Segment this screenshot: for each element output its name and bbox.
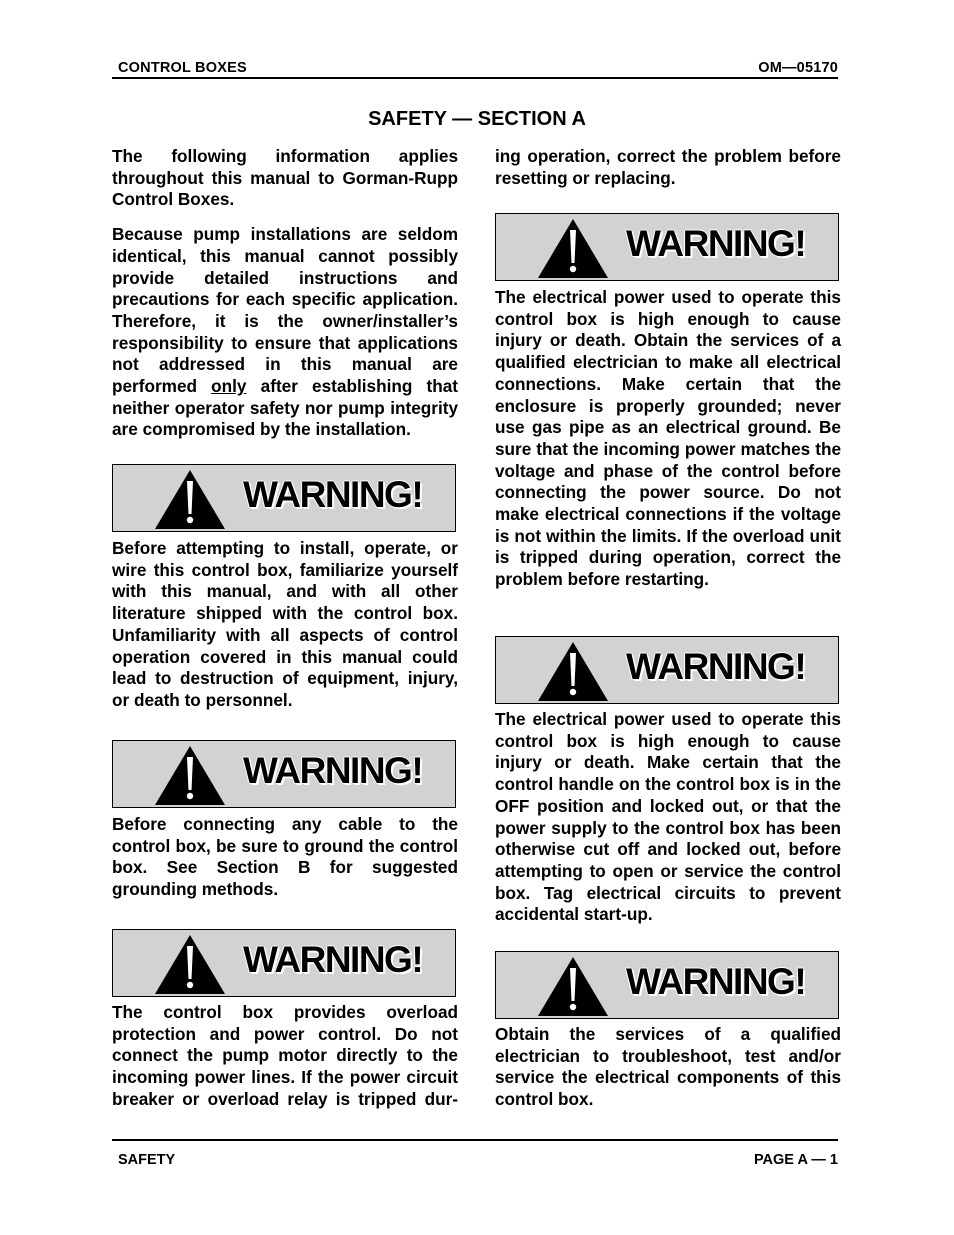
header-doc-title: CONTROL BOXES xyxy=(118,60,247,76)
left-column-intro xyxy=(112,146,458,441)
warning-text-6: Obtain the services of a qualified electrician to troubleshoot, test and/or service the electrical components of this control box. xyxy=(495,1024,841,1110)
warning-box-2 xyxy=(112,740,456,808)
warning-text-2: Before connecting any cable to the control box, be sure to ground the control box. See Section B for suggested grounding methods. xyxy=(112,814,458,900)
intro-paragraph: The following information applies throughout this manual to Gorman-Rupp Control Boxes. xyxy=(112,146,458,210)
running-footer xyxy=(112,1139,838,1171)
warning-box-5 xyxy=(495,636,839,704)
warning-triangle-icon xyxy=(536,217,610,279)
warning-box-6 xyxy=(495,951,839,1019)
responsibility-paragraph: Because pump installations are seldom identical, this manual cannot possibly provide detailed instructions and precautions for each specific application. Therefore, it is the owner/installer’s responsibility to ensure that applications not addressed in this manual are performed only after establishing that neither operator safety nor pump integrity are compromised by the installation. xyxy=(112,224,458,440)
section-title: SAFETY — SECTION A xyxy=(368,108,586,130)
warning-label: WARNING! xyxy=(626,646,806,687)
warning-triangle-icon xyxy=(153,468,227,530)
right-column-continuation: ing operation, correct the problem before resetting or replacing. xyxy=(495,146,841,188)
warning-label: WARNING! xyxy=(243,939,423,980)
emphasis-only: only xyxy=(211,376,247,397)
warning-box-4 xyxy=(495,213,839,281)
warning-label: WARNING! xyxy=(626,961,806,1002)
footer-page-number: PAGE A — 1 xyxy=(753,1152,838,1168)
warning-triangle-icon xyxy=(536,640,610,702)
warning-label: WARNING! xyxy=(243,474,423,515)
warning-label: WARNING! xyxy=(243,750,423,791)
warning-box-1 xyxy=(112,464,456,532)
warning-text-3: The control box provides overload protection and power control. Do not connect the pump motor directly to the incoming power lines. If the power circuit breaker or overload relay is tripped dur- xyxy=(112,1002,458,1109)
warning-text-1: Before attempting to install, operate, or wire this control box, familiarize yourself with this manual, and with all other literature shipped with the control box. Unfamiliarity with all aspects of control operation covered in this manual could lead to destruction of equipment, injury, or death to personnel. xyxy=(112,538,458,710)
warning-text-4: The electrical power used to operate this control box is high enough to cause injury or death. Obtain the services of a qualified electrician to make all electrical connections. Make certain that the enclosure is properly grounded; never use gas pipe as an electrical ground. Be sure that the incoming power matches the voltage and phase of the control before connecting the power source. Do not make electrical connections if the voltage is not within the limits. If the overload unit is tripped during operation, correct the problem before restarting. xyxy=(495,287,841,590)
warning-box-3 xyxy=(112,929,456,997)
header-doc-number: OM—05170 xyxy=(758,60,838,76)
warning-triangle-icon xyxy=(536,955,610,1017)
warning-triangle-icon xyxy=(153,933,227,995)
footer-section: SAFETY xyxy=(118,1152,176,1168)
warning-text-5: The electrical power used to operate this control box is high enough to cause injury or death. Make certain that the control handle on the control box is in the OFF position and locked out, or that the power supply to the control box has been otherwise cut off and locked out, before attempting to open or service the control box. Tag electrical circuits to prevent accidental start-up. xyxy=(495,709,841,925)
running-header xyxy=(112,59,838,79)
warning-triangle-icon xyxy=(153,744,227,806)
warning-label: WARNING! xyxy=(626,223,806,264)
